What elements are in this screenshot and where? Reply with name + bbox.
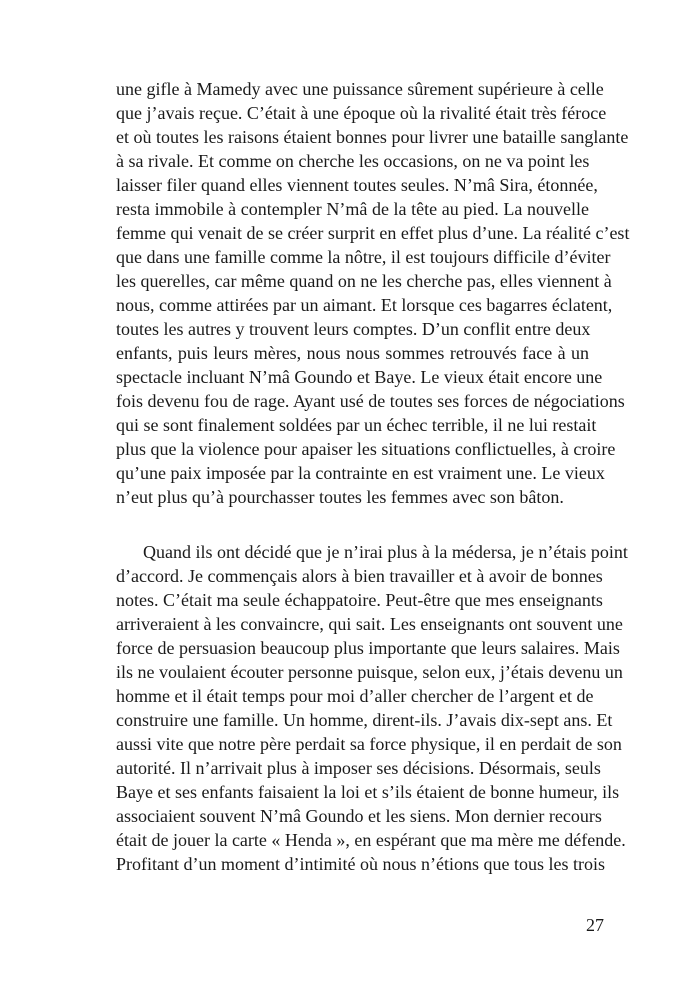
text-line: notes. C’était ma seule échappatoire. Peut-être que mes enseignants (116, 590, 603, 610)
paragraph (116, 540, 628, 876)
text-line: femme qui venait de se créer surprit en effet plus d’une. La réalité c’est (116, 223, 630, 243)
text-line: n’eut plus qu’à pourchasser toutes les femmes avec son bâton. (116, 487, 564, 507)
text-line: fois devenu fou de rage. Ayant usé de toutes ses forces de négociations (116, 391, 625, 411)
text-line: associaient souvent N’mâ Goundo et les siens. Mon dernier recours (116, 806, 602, 826)
text-line: que dans une famille comme la nôtre, il est toujours difficile d’éviter (116, 247, 611, 267)
text-line: et où toutes les raisons étaient bonnes pour livrer une bataille sanglante (116, 127, 629, 147)
text-line: à sa rivale. Et comme on cherche les occasions, on ne va point les (116, 151, 590, 171)
text-line: les querelles, car même quand on ne les cherche pas, elles viennent à (116, 271, 612, 291)
text-line: autorité. Il n’arrivait plus à imposer ses décisions. Désormais, seuls (116, 758, 601, 778)
text-line: qu’une paix imposée par la contrainte en est vraiment une. Le vieux (116, 463, 605, 483)
page-number: 27 (586, 915, 604, 935)
text-line: d’accord. Je commençais alors à bien travailler et à avoir de bonnes (116, 566, 603, 586)
text-line: construire une famille. Un homme, dirent-ils. J’avais dix-sept ans. Et (116, 710, 613, 730)
text-line: enfants, puis leurs mères, nous nous sommes retrouvés face à un (116, 343, 589, 363)
text-line: ils ne voulaient écouter personne puisque, selon eux, j’étais devenu un (116, 662, 623, 682)
text-line: laisser filer quand elles viennent toutes seules. N’mâ Sira, étonnée, (116, 175, 598, 195)
text-line: plus que la violence pour apaiser les situations conflictuelles, à croire (116, 439, 616, 459)
text-line: toutes les autres y trouvent leurs comptes. D’un conflit entre deux (116, 319, 591, 339)
text-line: Quand ils ont décidé que je n’irai plus à la médersa, je n’étais point (143, 542, 628, 562)
text-line: resta immobile à contempler N’mâ de la tête au pied. La nouvelle (116, 199, 589, 219)
text-line: aussi vite que notre père perdait sa force physique, il en perdait de son (116, 734, 622, 754)
text-line: force de persuasion beaucoup plus importante que leurs salaires. Mais (116, 638, 620, 658)
text-line: qui se sont finalement soldées par un échec terrible, il ne lui restait (116, 415, 597, 435)
page-body (116, 77, 630, 876)
text-line: homme et il était temps pour moi d’aller chercher de l’argent et de (116, 686, 594, 706)
text-line: était de jouer la carte « Henda », en espérant que ma mère me défende. (116, 830, 626, 850)
text-line: une gifle à Mamedy avec une puissance sûrement supérieure à celle (116, 79, 604, 99)
text-line: Profitant d’un moment d’intimité où nous n’étions que tous les trois (116, 854, 605, 874)
text-line: spectacle incluant N’mâ Goundo et Baye. Le vieux était encore une (116, 367, 603, 387)
text-line: Baye et ses enfants faisaient la loi et s’ils étaient de bonne humeur, ils (116, 782, 620, 802)
text-line: nous, comme attirées par un aimant. Et lorsque ces bagarres éclatent, (116, 295, 613, 315)
text-line: que j’avais reçue. C’était à une époque où la rivalité était très féroce (116, 103, 607, 123)
text-line: arriveraient à les convaincre, qui sait. Les enseignants ont souvent une (116, 614, 623, 634)
paragraph (116, 77, 630, 509)
